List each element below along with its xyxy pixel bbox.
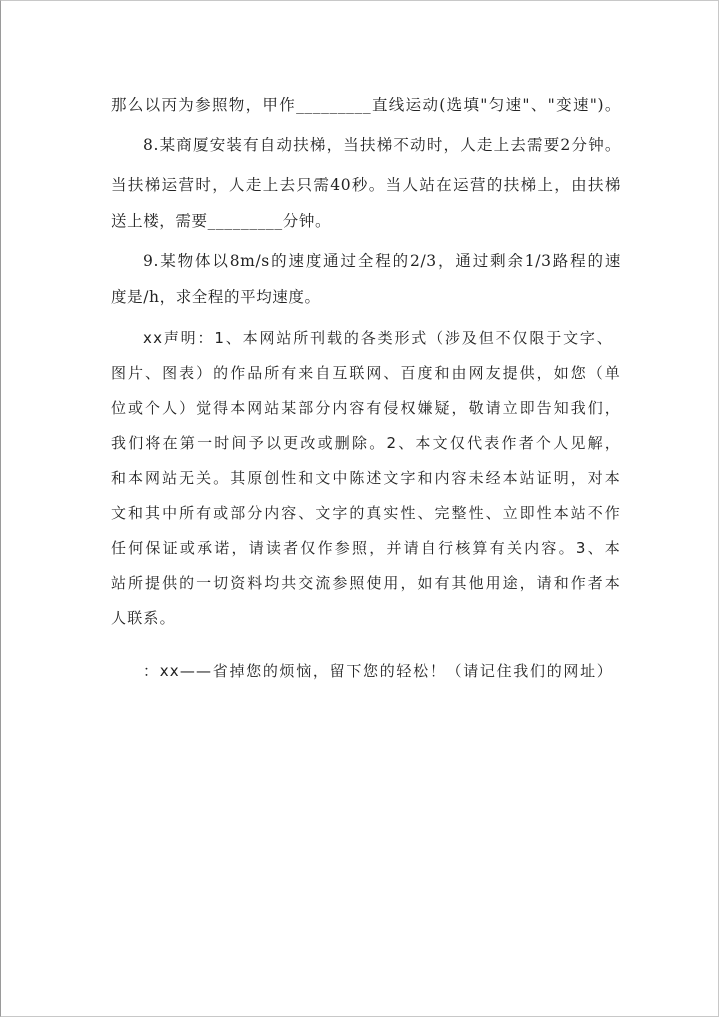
- disclaimer-line-1: xx声明：1、本网站所刊载的各类形式（涉及但不仅限于文字、: [143, 329, 613, 347]
- text-line-1: 那么以丙为参照物，甲作_________直线运动(选填"匀速"、"变速")。: [111, 96, 621, 114]
- disclaimer-line-9: 人联系。: [111, 609, 176, 627]
- disclaimer-line-7: 任何保证或承诺，请读者仅作参照，并请自行核算有关内容。3、本: [111, 539, 621, 557]
- question-8-line-2: 当扶梯运营时，人走上去只需40秒。当人站在运营的扶梯上，由扶梯: [111, 176, 621, 194]
- disclaimer-line-5: 和本网站无关。其原创性和文中陈述文字和内容未经本站证明，对本: [111, 469, 621, 487]
- question-8-line-1: 8.某商厦安装有自动扶梯，当扶梯不动时，人走上去需要2分钟。: [143, 136, 621, 154]
- question-9-line-1: 9.某物体以8m/s的速度通过全程的2/3，通过剩余1/3路程的速: [143, 252, 621, 270]
- disclaimer-line-6: 文和其中所有或部分内容、文字的真实性、完整性、立即性本站不作: [111, 504, 621, 522]
- disclaimer-line-3: 位或个人）觉得本网站某部分内容有侵权嫌疑，敬请立即告知我们，: [111, 399, 621, 417]
- disclaimer-line-4: 我们将在第一时间予以更改或删除。2、本文仅代表作者个人见解，: [111, 434, 621, 452]
- question-9-line-2: 度是/h，求全程的平均速度。: [111, 288, 321, 306]
- disclaimer-line-8: 站所提供的一切资料均共交流参照使用，如有其他用途，请和作者本: [111, 574, 621, 592]
- disclaimer-line-2: 图片、图表）的作品所有来自互联网、百度和由网友提供，如您（单: [111, 364, 621, 382]
- slogan-line: ：xx——省掉您的烦恼，留下您的轻松！（请记住我们的网址）: [143, 662, 613, 680]
- question-8-line-3: 送上楼，需要_________分钟。: [111, 212, 332, 230]
